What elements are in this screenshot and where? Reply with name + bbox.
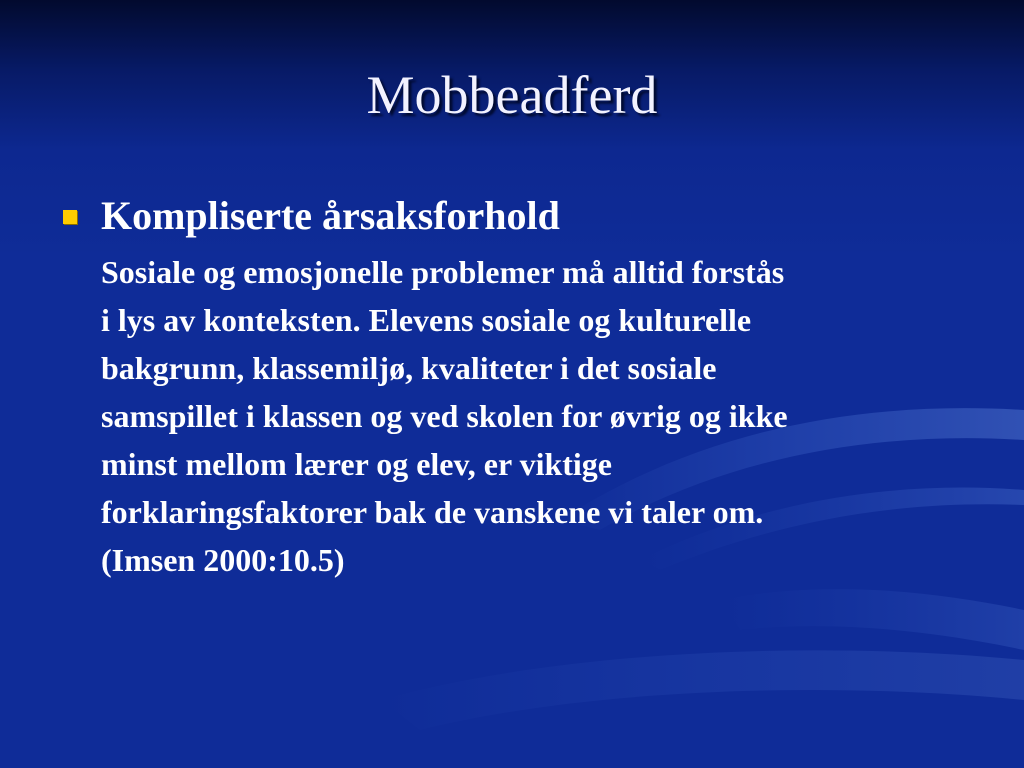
citation: (Imsen 2000:10.5) bbox=[101, 542, 345, 578]
body-line: i lys av konteksten. Elevens sosiale og kulturelle bbox=[101, 302, 752, 338]
body-line: bakgrunn, klassemiljø, kvaliteter i det sosiale bbox=[101, 350, 717, 386]
body-line: minst mellom lærer og elev, er viktige bbox=[101, 446, 612, 482]
body-line: forklaringsfaktorer bak de vanskene vi taler om. bbox=[101, 494, 764, 530]
bullet-heading: Kompliserte årsaksforhold bbox=[101, 193, 560, 238]
bullet-square-icon bbox=[63, 210, 77, 224]
bullet-body bbox=[101, 248, 971, 584]
body-line: samspillet i klassen og ved skolen for øvrig og ikke bbox=[101, 398, 788, 434]
slide-title: Mobbeadferd bbox=[366, 65, 658, 125]
body-line: Sosiale og emosjonelle problemer må alltid forstås bbox=[101, 254, 785, 290]
